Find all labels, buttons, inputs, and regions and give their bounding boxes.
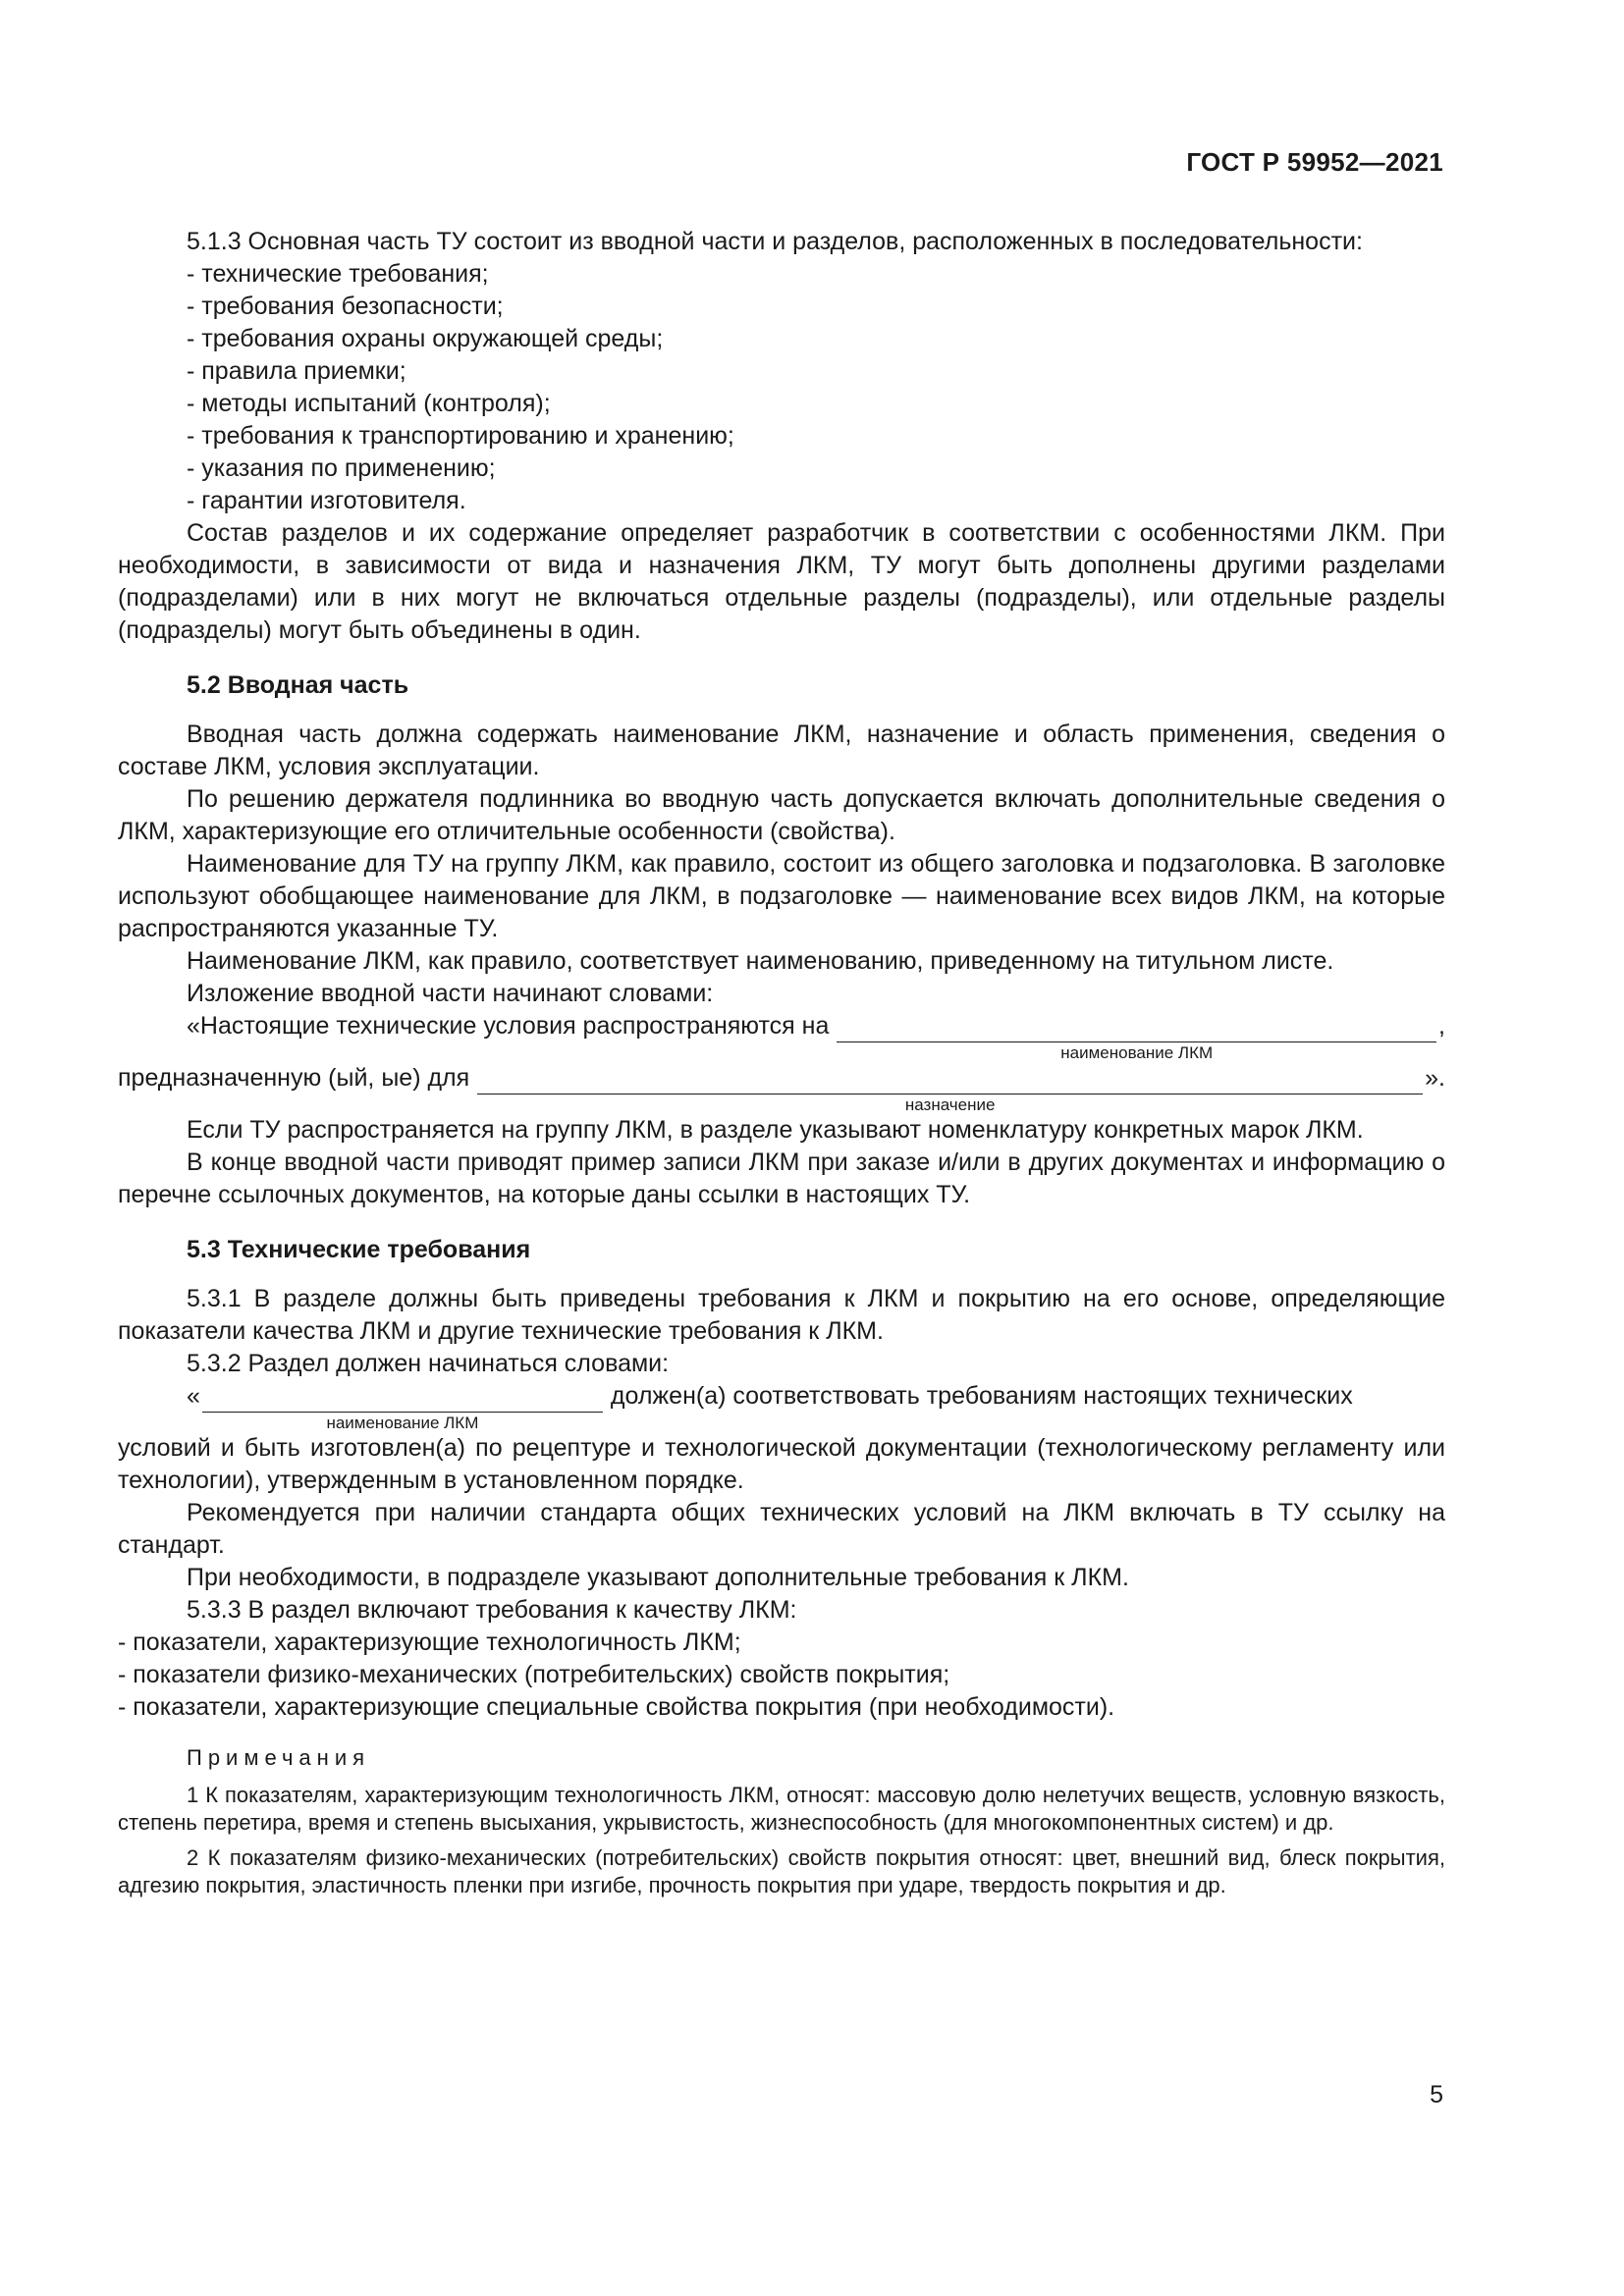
template-punctuation: ». bbox=[1425, 1064, 1445, 1092]
paragraph: 5.3.3 В раздел включают требования к качеству ЛКМ: bbox=[187, 1596, 797, 1624]
list-item: - правила приемки; bbox=[187, 357, 406, 385]
paragraph: При необходимости, в подразделе указывают дополнительные требования к ЛКМ. bbox=[187, 1564, 1129, 1591]
note-2: 2 К показателям физико-механических (потребительских) свойств покрытия относят: цвет, внешний вид, блеск покрытия, адгезию покрытия, эластичность пленки при изгибе, прочность покрытия при ударе, твердость покрытия и др. bbox=[118, 1845, 1445, 1897]
paragraph: Наименование ЛКМ, как правило, соответствует наименованию, приведенному на титульном листе. bbox=[187, 947, 1334, 975]
list-item: - показатели, характеризующие специальные свойства покрытия (при необходимости). bbox=[118, 1693, 1115, 1721]
list-item: - методы испытаний (контроля); bbox=[187, 390, 551, 417]
clause-5-1-3-list bbox=[118, 258, 1445, 517]
list-item: - требования к транспортированию и хранению; bbox=[187, 422, 734, 450]
list-item: - показатели, характеризующие технологичность ЛКМ; bbox=[118, 1629, 741, 1656]
paragraph: Рекомендуется при наличии стандарта общих технических условий на ЛКМ включать в ТУ ссылку на стандарт. bbox=[118, 1499, 1445, 1559]
list-item: - указания по применению; bbox=[187, 454, 496, 482]
list-item: - требования безопасности; bbox=[187, 293, 504, 320]
blank-line-lkm-name bbox=[202, 1385, 603, 1432]
section-heading-5-2: 5.2 Вводная часть bbox=[187, 671, 409, 699]
template-punctuation: « bbox=[187, 1382, 200, 1410]
blank-line-lkm-name bbox=[837, 1015, 1436, 1062]
paragraph: условий и быть изготовлен(а) по рецептуре и технологической документации (технологическому регламенту или технологии), утвержденным в установленном порядке. bbox=[118, 1434, 1445, 1494]
template-line-requirement bbox=[118, 1380, 1445, 1432]
clause-5-3-3-list bbox=[118, 1627, 1445, 1724]
notes-heading: Примечания bbox=[187, 1745, 371, 1770]
paragraph: В конце вводной части приводят пример записи ЛКМ при заказе и/или в других документах и информацию о перечне ссылочных документов, на которые даны ссылки в настоящих ТУ. bbox=[118, 1148, 1445, 1208]
list-item: - показатели физико-механических (потребительских) свойств покрытия; bbox=[118, 1661, 950, 1688]
section-heading-5-3: 5.3 Технические требования bbox=[187, 1236, 531, 1263]
blank-caption: наименование ЛКМ bbox=[326, 1414, 479, 1432]
clause-5-1-3-composition: Состав разделов и их содержание определяет разработчик в соответствии с особенностями ЛКМ. При необходимости, в зависимости от вида и назначения ЛКМ, ТУ могут быть дополнены другими разделами (подразделами) или в них могут не включаться отдельные разделы (подразделы), или отдельные разделы (подразделы) могут быть объединены в один. bbox=[118, 519, 1445, 644]
template-punctuation: , bbox=[1438, 1012, 1445, 1040]
standard-code-header: ГОСТ Р 59952—2021 bbox=[1186, 147, 1443, 177]
template-text: должен(а) соответствовать требованиям настоящих технических bbox=[610, 1382, 1353, 1410]
list-item: - технические требования; bbox=[187, 260, 489, 288]
paragraph: Вводная часть должна содержать наименование ЛКМ, назначение и область применения, сведения о составе ЛКМ, условия эксплуатации. bbox=[118, 721, 1445, 780]
paragraph: 5.3.1 В разделе должны быть приведены требования к ЛКМ и покрытию на его основе, определяющие показатели качества ЛКМ и другие технические требования к ЛКМ. bbox=[118, 1285, 1445, 1345]
blank-line-purpose bbox=[477, 1067, 1423, 1114]
list-item: - гарантии изготовителя. bbox=[187, 487, 466, 514]
note-1: 1 К показателям, характеризующим технологичность ЛКМ, относят: массовую долю нелетучих веществ, условную вязкость, степень перетира, время и степень высыхания, укрывистость, жизнеспособность (для многокомпонентных систем) и др. bbox=[118, 1783, 1445, 1835]
paragraph: Наименование для ТУ на группу ЛКМ, как правило, состоит из общего заголовка и подзаголовка. В заголовке используют обобщающее наименование для ЛКМ, в подзаголовке — наименование всех видов ЛКМ, на которые распространяются указанные ТУ. bbox=[118, 850, 1445, 942]
list-item: - требования охраны окружающей среды; bbox=[187, 325, 664, 352]
template-line-name bbox=[118, 1010, 1445, 1062]
paragraph: По решению держателя подлинника во вводную часть допускается включать дополнительные сведения о ЛКМ, характеризующие его отличительные особенности (свойства). bbox=[118, 785, 1445, 845]
paragraph: Если ТУ распространяется на группу ЛКМ, в разделе указывают номенклатуру конкретных марок ЛКМ. bbox=[187, 1116, 1364, 1144]
paragraph: 5.3.2 Раздел должен начинаться словами: bbox=[187, 1350, 670, 1377]
page-number: 5 bbox=[1430, 2081, 1443, 2109]
paragraph: Изложение вводной части начинают словами: bbox=[187, 980, 714, 1007]
template-line-purpose bbox=[118, 1062, 1445, 1114]
template-text: «Настоящие технические условия распространяются на bbox=[187, 1012, 830, 1040]
document-body bbox=[118, 226, 1445, 1907]
template-text: предназначенную (ый, ые) для bbox=[118, 1064, 470, 1092]
blank-caption: наименование ЛКМ bbox=[1060, 1043, 1214, 1062]
clause-5-1-3-intro: 5.1.3 Основная часть ТУ состоит из вводной части и разделов, расположенных в последовательности: bbox=[187, 228, 1363, 255]
blank-caption: назначение bbox=[904, 1095, 996, 1114]
